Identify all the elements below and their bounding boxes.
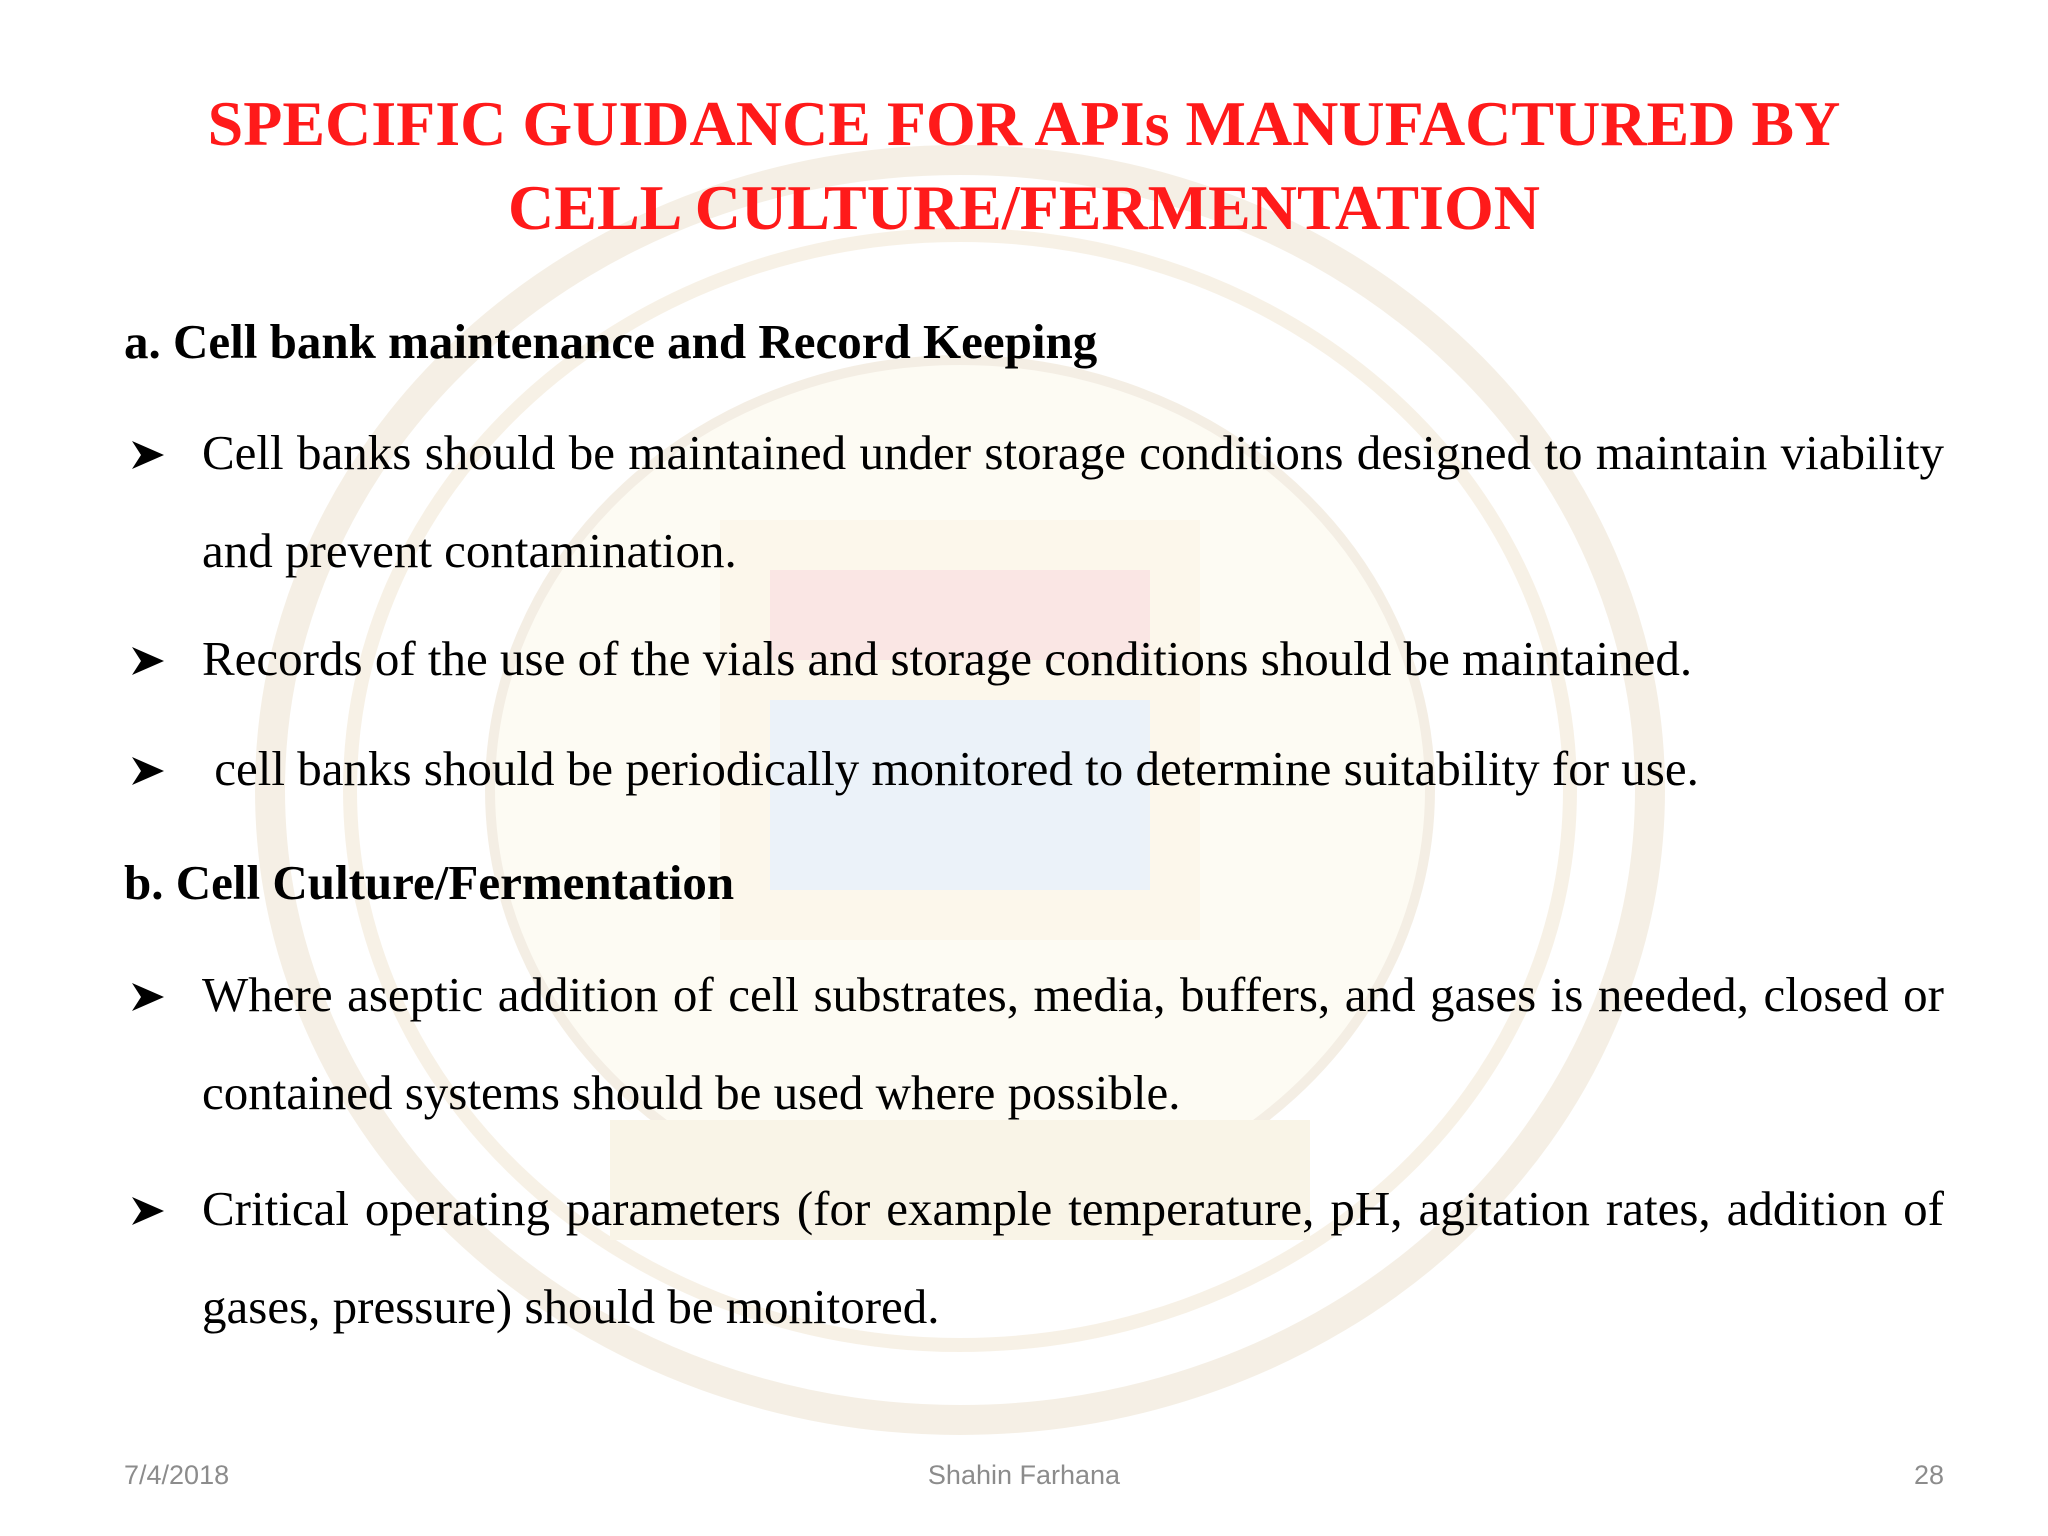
footer-author: Shahin Farhana <box>927 1460 1121 1490</box>
bullet-item <box>124 404 1944 600</box>
slide-title <box>0 82 2048 250</box>
arrow-bullet-icon <box>124 404 184 502</box>
footer-page-number: 28 <box>1913 1460 1944 1490</box>
title-line-1: SPECIFIC GUIDANCE FOR APIs MANUFACTURED BY <box>207 88 1841 159</box>
bullet-text: Where aseptic addition of cell substrates, media, buffers, and gases is needed, closed or contained systems should be used where possible. <box>202 967 1944 1120</box>
title-line-2: CELL CULTURE/FERMENTATION <box>508 172 1540 243</box>
section-b-heading: b. Cell Culture/Fermentation <box>124 855 735 910</box>
arrow-bullet-icon <box>124 610 184 708</box>
arrow-bullet-icon <box>124 946 184 1044</box>
arrow-bullet-icon <box>124 720 184 818</box>
bullet-text: Critical operating parameters (for example temperature, pH, agitation rates, addition of gases, pressure) should be monitored. <box>202 1181 1944 1334</box>
bullet-text: cell banks should be periodically monitored to determine suitability for use. <box>202 741 1699 796</box>
bullet-item <box>124 610 1944 708</box>
arrow-bullet-icon <box>124 1160 184 1258</box>
section-a-heading: a. Cell bank maintenance and Record Keeping <box>124 314 1098 369</box>
bullet-text: Cell banks should be maintained under storage conditions designed to maintain viability and prevent contamination. <box>202 425 1944 578</box>
bullet-item <box>124 1160 1944 1356</box>
bullet-item <box>124 946 1944 1142</box>
footer-date: 7/4/2018 <box>124 1460 230 1490</box>
bullet-text: Records of the use of the vials and storage conditions should be maintained. <box>202 631 1693 686</box>
bullet-item <box>124 720 1944 818</box>
